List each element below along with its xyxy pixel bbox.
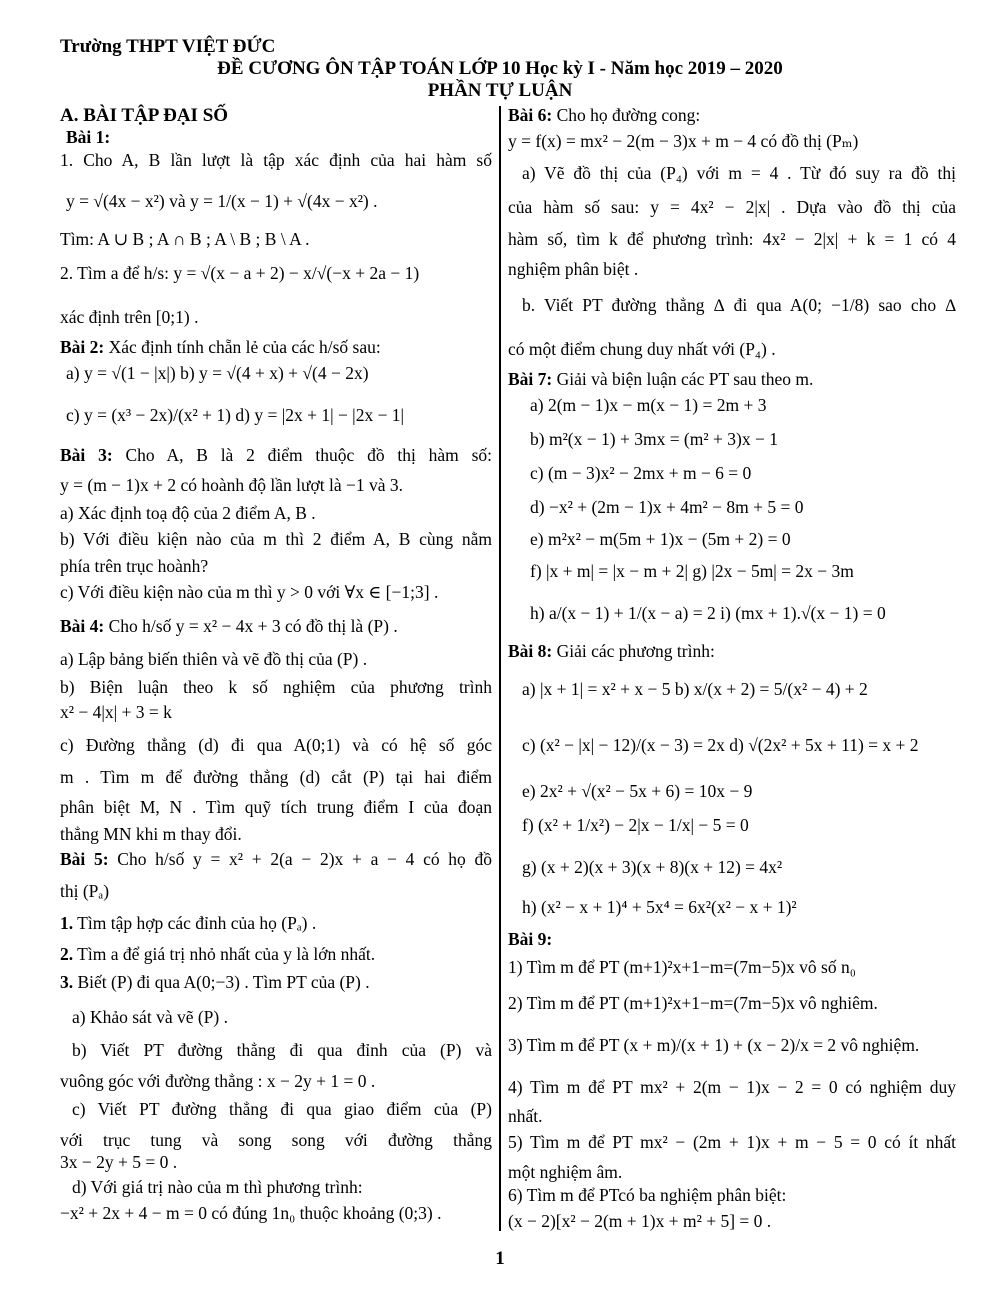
right-column-line: 6) Tìm m để PTcó ba nghiệm phân biệt:	[508, 1185, 787, 1205]
left-column-line: y = (m − 1)x + 2 có hoành độ lần lượt là −1 và 3.	[60, 475, 404, 495]
left-column-line: c) Với điều kiện nào của m thì y > 0 với ∀x ∈ [−1;3] .	[60, 582, 439, 602]
right-column-line: Bài 8: Giải các phương trình:	[508, 641, 715, 661]
left-column-line: b) Viết PT đường thẳng đi qua đỉnh của (P) và	[72, 1040, 492, 1060]
left-column-line: phía trên trục hoành?	[60, 556, 209, 576]
right-column-line: của hàm số sau: y = 4x² − 2|x| . Dựa vào đồ thị của	[508, 197, 956, 217]
left-column-line: a) Lập bảng biến thiên và vẽ đồ thị của (P) .	[60, 649, 368, 669]
left-column-line: với trục tung và song song với đường thẳng	[60, 1130, 492, 1150]
left-column-line: m . Tìm m để đường thẳng (d) cắt (P) tại hai điểm	[60, 767, 492, 787]
right-column-line: Bài 9:	[508, 929, 553, 949]
left-column-line: y = √(4x − x²) và y = 1/(x − 1) + √(4x − x²) .	[66, 191, 378, 211]
right-column-line: f) |x + m| = |x − m + 2| g) |2x − 5m| = 2x − 3m	[530, 561, 854, 581]
right-column-line: một nghiệm âm.	[508, 1162, 623, 1182]
left-column-line: Bài 5: Cho h/số y = x² + 2(a − 2)x + a − 4 có họ đồ	[60, 849, 492, 869]
left-column-line: c) y = (x³ − 2x)/(x² + 1) d) y = |2x + 1| − |2x − 1|	[66, 405, 405, 425]
right-column-line: a) Vẽ đồ thị của (P₄) với m = 4 . Từ đó suy ra đồ thị	[522, 163, 956, 183]
right-column-line: a) |x + 1| = x² + x − 5 b) x/(x + 2) = 5/(x² − 4) + 2	[522, 679, 868, 699]
right-column-line: e) m²x² − m(5m + 1)x − (5m + 2) = 0	[530, 529, 791, 549]
left-column-line: Bài 3: Cho A, B là 2 điểm thuộc đồ thị hàm số:	[60, 445, 492, 465]
right-column-line: h) (x² − x + 1)⁴ + 5x⁴ = 6x²(x² − x + 1)²	[522, 897, 797, 917]
document-title: ĐỀ CƯƠNG ÔN TẬP TOÁN LỚP 10 Học kỳ I - Năm học 2019 – 2020	[217, 58, 783, 79]
left-column-line: c) Viết PT đường thẳng đi qua giao điểm của (P)	[72, 1099, 492, 1119]
school-name: Trường THPT VIỆT ĐỨC	[60, 36, 276, 57]
right-column-line: (x − 2)[x² − 2(m + 1)x + m² + 5] = 0 .	[508, 1211, 772, 1231]
left-column-line: Bài 1:	[66, 127, 111, 147]
right-column-line: hàm số, tìm k để phương trình: 4x² − 2|x| + k = 1 có 4	[508, 229, 956, 249]
right-column-line: a) 2(m − 1)x − m(x − 1) = 2m + 3	[530, 395, 767, 415]
left-column-line: d) Với giá trị nào của m thì phương trình:	[72, 1177, 363, 1197]
left-column-line: x² − 4|x| + 3 = k	[60, 702, 172, 722]
left-column-line: 3. Biết (P) đi qua A(0;−3) . Tìm PT của (P) .	[60, 972, 370, 992]
right-column-line: nghiệm phân biệt .	[508, 259, 639, 279]
right-column-line: Bài 7: Giải và biện luận các PT sau theo m.	[508, 369, 814, 389]
left-column-line: vuông góc với đường thẳng : x − 2y + 1 = 0 .	[60, 1071, 376, 1091]
left-column-line: a) Xác định toạ độ của 2 điểm A, B .	[60, 503, 316, 523]
left-column-line: xác định trên [0;1) .	[60, 307, 199, 327]
left-column-line: 1. Cho A, B lần lượt là tập xác định của hai hàm số	[60, 150, 492, 170]
right-column-line: h) a/(x − 1) + 1/(x − a) = 2 i) (mx + 1).√(x − 1) = 0	[530, 603, 886, 623]
left-column-line: 2. Tìm a để giá trị nhỏ nhất của y là lớn nhất.	[60, 944, 376, 964]
left-column-line: 1. Tìm tập hợp các đỉnh của họ (Pₐ) .	[60, 913, 317, 933]
right-column-line: y = f(x) = mx² − 2(m − 3)x + m − 4 có đồ thị (Pₘ)	[508, 131, 859, 151]
left-column-line: Bài 2: Xác định tính chẵn lẻ của các h/số sau:	[60, 337, 381, 357]
left-column-line: phân biệt M, N . Tìm quỹ tích trung điểm I của đoạn	[60, 797, 492, 817]
left-column-line: 2. Tìm a để h/s: y = √(x − a + 2) − x/√(−x + 2a − 1)	[60, 263, 420, 283]
right-column-line: b) m²(x − 1) + 3mx = (m² + 3)x − 1	[530, 429, 778, 449]
right-column-line: g) (x + 2)(x + 3)(x + 8)(x + 12) = 4x²	[522, 857, 783, 877]
right-column-line: Bài 6: Cho họ đường cong:	[508, 105, 701, 125]
right-column-line: nhất.	[508, 1106, 543, 1126]
left-column-line: Bài 4: Cho h/số y = x² − 4x + 3 có đồ thị là (P) .	[60, 616, 398, 636]
right-column-line: e) 2x² + √(x² − 5x + 6) = 10x − 9	[522, 781, 753, 801]
right-column-line: c) (m − 3)x² − 2mx + m − 6 = 0	[530, 463, 752, 483]
right-column-line: 4) Tìm m để PT mx² + 2(m − 1)x − 2 = 0 có nghiệm duy	[508, 1077, 956, 1097]
right-column-line: 3) Tìm m để PT (x + m)/(x + 1) + (x − 2)/x = 2 vô nghiệm.	[508, 1035, 920, 1055]
right-column-line: có một điểm chung duy nhất với (P₄) .	[508, 339, 776, 359]
right-column-line: 1) Tìm m để PT (m+1)²x+1−m=(7m−5)x vô số n₀	[508, 957, 856, 977]
left-column-line: A. BÀI TẬP ĐẠI SỐ	[60, 105, 229, 126]
page-number: 1	[495, 1248, 505, 1269]
right-column-line: f) (x² + 1/x²) − 2|x − 1/x| − 5 = 0	[522, 815, 749, 835]
right-column-line: 5) Tìm m để PT mx² − (2m + 1)x + m − 5 = 0 có ít nhất	[508, 1132, 956, 1152]
left-column-line: a) y = √(1 − |x|) b) y = √(4 + x) + √(4 − 2x)	[66, 363, 369, 383]
right-column-line: 2) Tìm m để PT (m+1)²x+1−m=(7m−5)x vô nghiêm.	[508, 993, 878, 1013]
column-divider	[499, 106, 501, 1231]
left-column-line: b) Với điều kiện nào của m thì 2 điểm A, B cùng nằm	[60, 529, 492, 549]
right-column-line: b. Viết PT đường thẳng ∆ đi qua A(0; −1/8) sao cho ∆	[522, 295, 956, 315]
right-column-line: d) −x² + (2m − 1)x + 4m² − 8m + 5 = 0	[530, 497, 804, 517]
left-column-line: thị (Pₐ)	[60, 881, 110, 901]
section-title: PHẦN TỰ LUẬN	[427, 80, 573, 101]
left-column-line: Tìm: A ∪ B ; A ∩ B ; A \ B ; B \ A .	[60, 229, 310, 249]
left-column-line: −x² + 2x + 4 − m = 0 có đúng 1n₀ thuộc khoảng (0;3) .	[60, 1203, 442, 1223]
left-column-line: thẳng MN khi m thay đổi.	[60, 824, 242, 844]
left-column-line: c) Đường thẳng (d) đi qua A(0;1) và có hệ số góc	[60, 735, 492, 755]
left-column-line: 3x − 2y + 5 = 0 .	[60, 1152, 178, 1172]
left-column-line: a) Khảo sát và vẽ (P) .	[72, 1007, 228, 1027]
left-column-line: b) Biện luận theo k số nghiệm của phương trình	[60, 677, 492, 697]
right-column-line: c) (x² − |x| − 12)/(x − 3) = 2x d) √(2x² + 5x + 11) = x + 2	[522, 735, 919, 755]
